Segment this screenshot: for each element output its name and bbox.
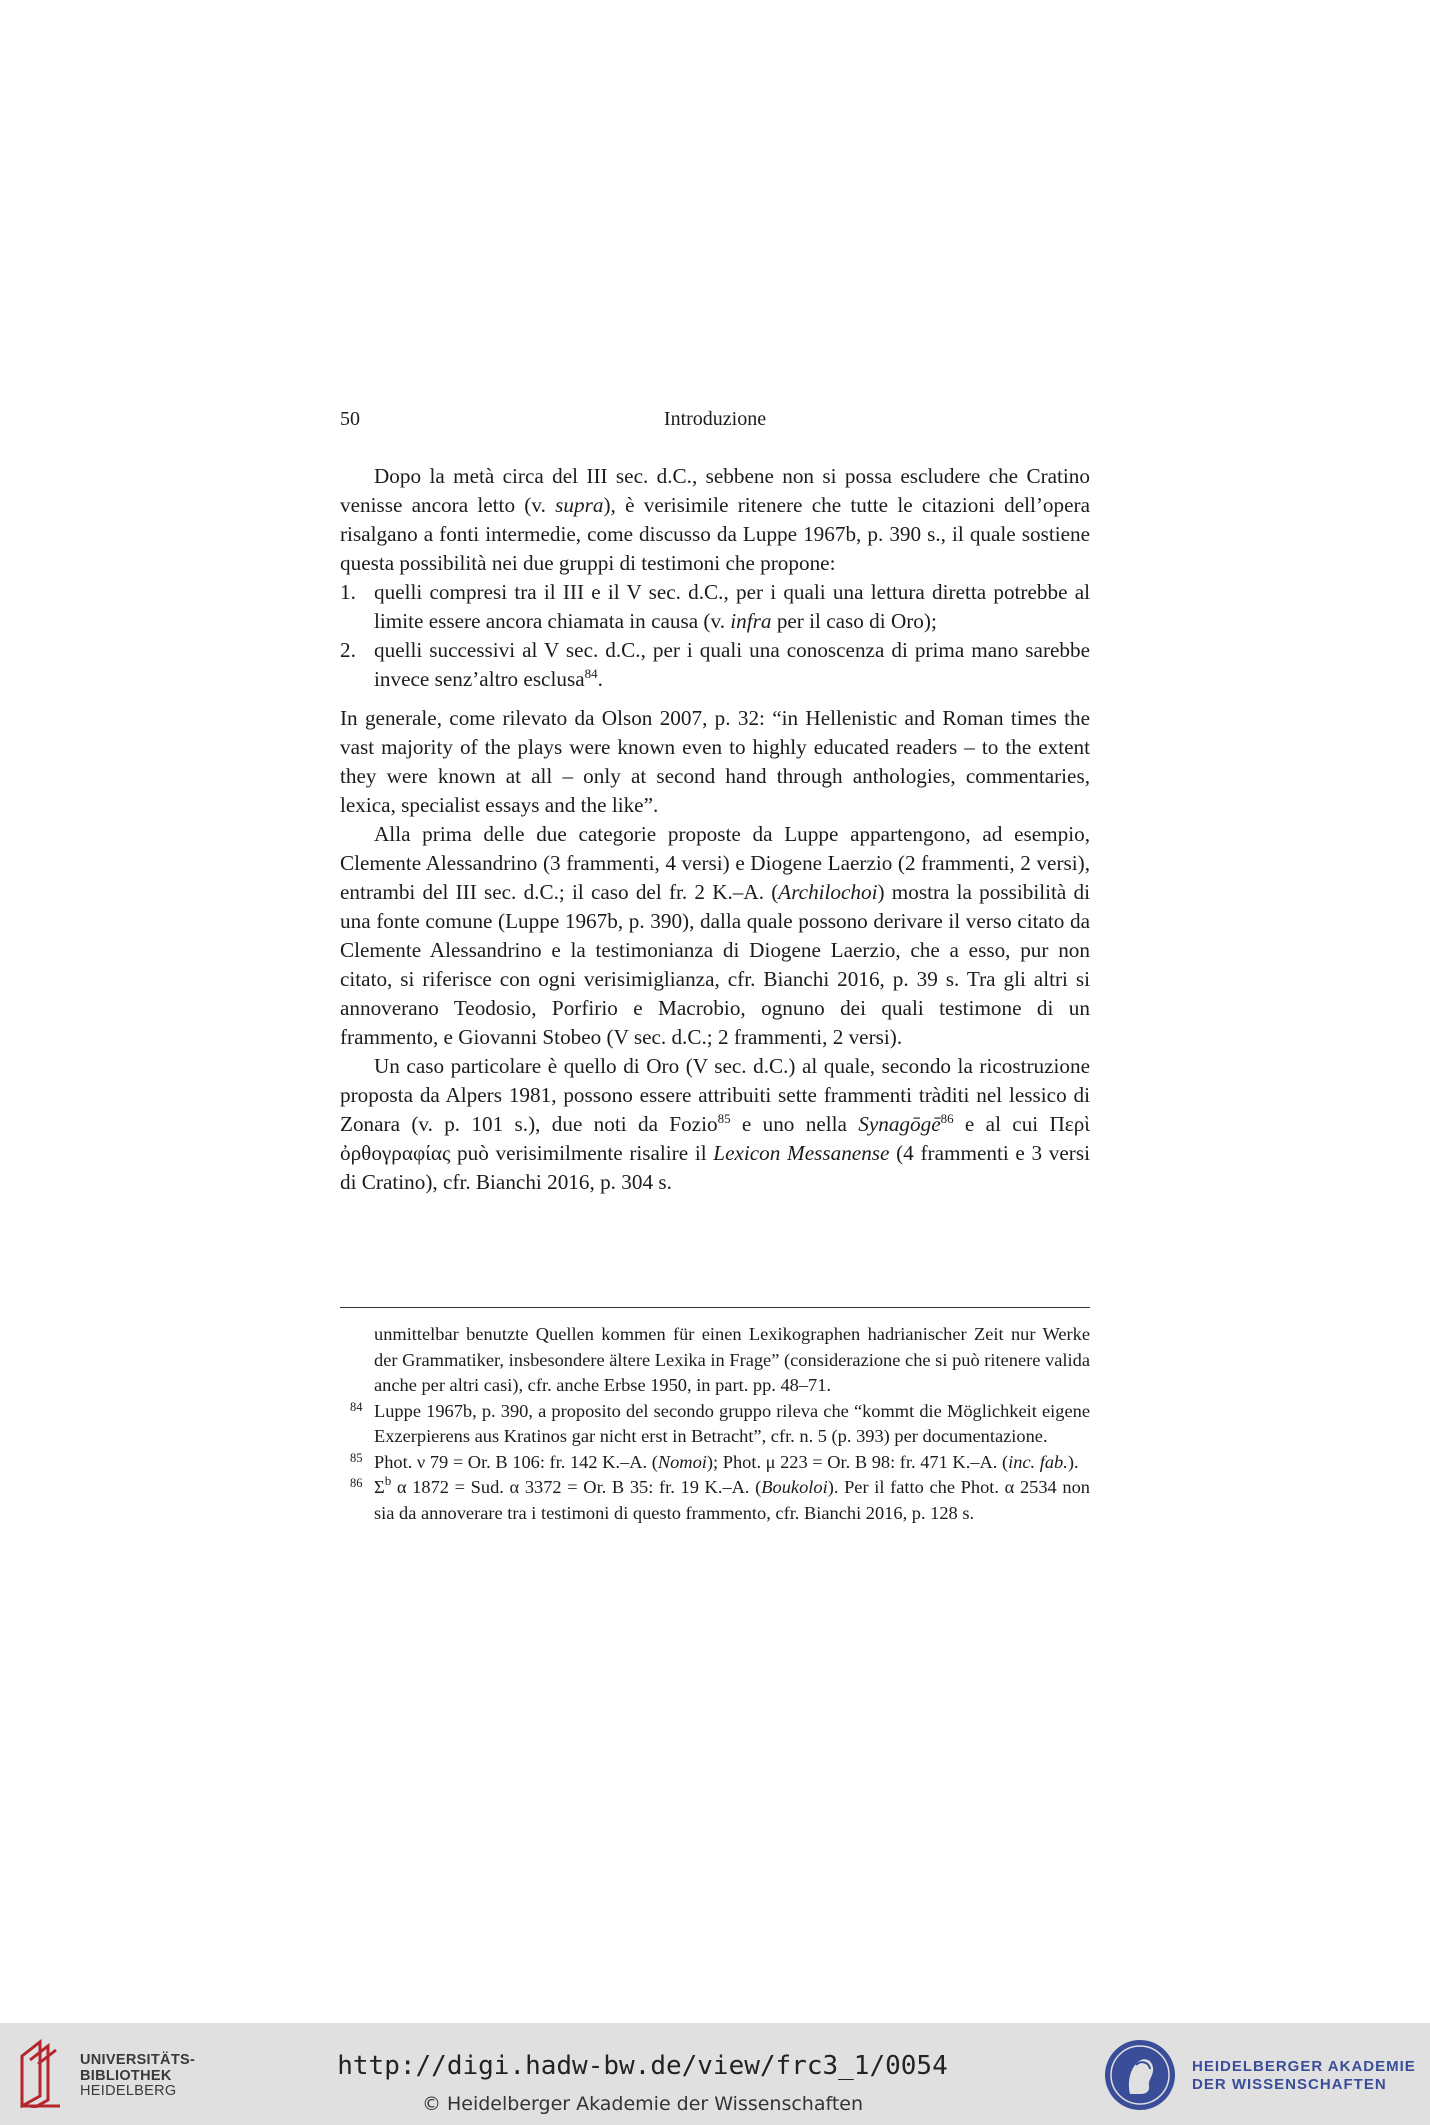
paragraph-4: Un caso particolare è quello di Oro (V sec. d.C.) al quale, secondo la ricostruzione proposta da Alpers 1981, possono essere attribuiti sette frammenti tràditi nel lessico di Zonara (v. p. 101 s.), due noti da Fozio$^{85}$ e uno nella Synagōgē$^{86}$ e al cui Περὶ ὀρθογραφίας può verisimilmente risalire il Lexicon Messanense (4 frammenti e 3 versi di Cratino), cfr. Bianchi 2016, p. 304 s. <box>340 1054 1090 1194</box>
main-text <box>340 462 1090 1197</box>
running-head-title: Introduzione <box>663 408 767 430</box>
page-number: 50 <box>340 408 360 430</box>
footnote-ref-85: 85 <box>717 1111 731 1126</box>
paragraph-1: Dopo la metà circa del III sec. d.C., sebbene non si possa escludere che Cratino venisse ancora letto (v. supra), è verisimile ritenere che tutte le citazioni dell’opera risalgano a fonti intermedie, come discusso da Luppe 1967b, p. 390 s., il quale sostiene questa possibilità nei due gruppi di testimoni che propone: <box>340 464 1090 575</box>
university-library-name: UNIVERSITÄTS- BIBLIOTHEK HEIDELBERG <box>80 2052 196 2099</box>
academy-name: HEIDELBERGER AKADEMIE DER WISSENSCHAFTEN <box>1192 2058 1416 2093</box>
academy-seal-icon[interactable] <box>1103 2038 1177 2112</box>
running-head <box>340 408 1090 438</box>
list-item: 2. quelli successivi al V sec. d.C., per i quali una conoscenza di prima mano sarebbe invece senz’altro esclusa$^{84}$. <box>340 638 1090 691</box>
list-item: 1. quelli compresi tra il III e il V sec. d.C., per i quali una lettura diretta potrebbe al limite essere ancora chiamata in causa (v. infra per il caso di Oro); <box>340 580 1090 633</box>
footnote-84: 84 Luppe 1967b, p. 390, a proposito del secondo gruppo rileva che “kommt die Möglichkeit eigene Exzerpierens aus Kratinos gar nicht erst in Betracht”, cfr. n. 5 (p. 393) per documentazione. <box>350 1399 1090 1446</box>
paragraph-3: Alla prima delle due categorie proposte da Luppe appartengono, ad esempio, Clemente Alessandrino (3 frammenti, 4 versi) e Diogene Laerzio (2 frammenti, 2 versi), entrambi del III sec. d.C.; il caso del fr. 2 K.–A. (Archilochoi) mostra la possibilità di una fonte comune (Luppe 1967b, p. 390), dalla quale possono derivare il verso citato da Clemente Alessandrino e la testimonianza di Diogene Laerzio, che a esso, pur non citato, si riferisce con ogni verisimiglianza, cfr. Bianchi 2016, p. 39 s. Tra gli altri si annoverano Teodosio, Porfirio e Macrobio, ognuno dei quali testimone di un frammento, e Giovanni Stobeo (V sec. d.C.; 2 frammenti, 2 versi). <box>340 822 1090 1049</box>
footnote-divider <box>340 1307 1090 1308</box>
copyright-notice: © Heidelberger Akademie der Wissenschaften <box>421 2093 864 2115</box>
permalink-url[interactable]: http://digi.hadw-bw.de/view/frc3_1/0054 <box>337 2051 948 2081</box>
enumerated-list <box>340 578 1090 694</box>
paragraph-2: In generale, come rilevato da Olson 2007, p. 32: “in Hellenistic and Roman times the vast majority of the plays were known even to highly educated readers – to the extent they were known at all – only at second hand through anthologies, commentaries, lexica, specialist essays and the like”. <box>340 706 1090 817</box>
footnote-ref-86: 86 <box>940 1111 954 1126</box>
footnote-continued: unmittelbar benutzte Quellen kommen für einen Lexikographen hadrianischer Zeit nur Werke der Grammatiker, insbesondere ältere Lexika in Frage” (considerazione che si può ritenere valida anche per altri casi), cfr. anche Erbse 1950, in part. pp. 48–71. <box>374 1324 1090 1395</box>
digitization-footer <box>0 2023 1430 2125</box>
footnote-85: 85 Phot. ν 79 = Or. B 106: fr. 142 K.–A. (Nomoi); Phot. μ 223 = Or. B 98: fr. 471 K.–A. (inc. fab.). <box>350 1450 1079 1472</box>
footnotes <box>340 1322 1090 1526</box>
footnote-ref-84: 84 <box>584 666 598 681</box>
footnote-86: 86 $\Sigma^b$ α 1872 = Sud. α 3372 = Or. B 35: fr. 19 K.–A. (Boukoloi). Per il fatto che Phot. α 2534 non sia da annoverare tra i testimoni di questo frammento, cfr. Bianchi 2016, p. 128 s. <box>350 1473 1090 1523</box>
